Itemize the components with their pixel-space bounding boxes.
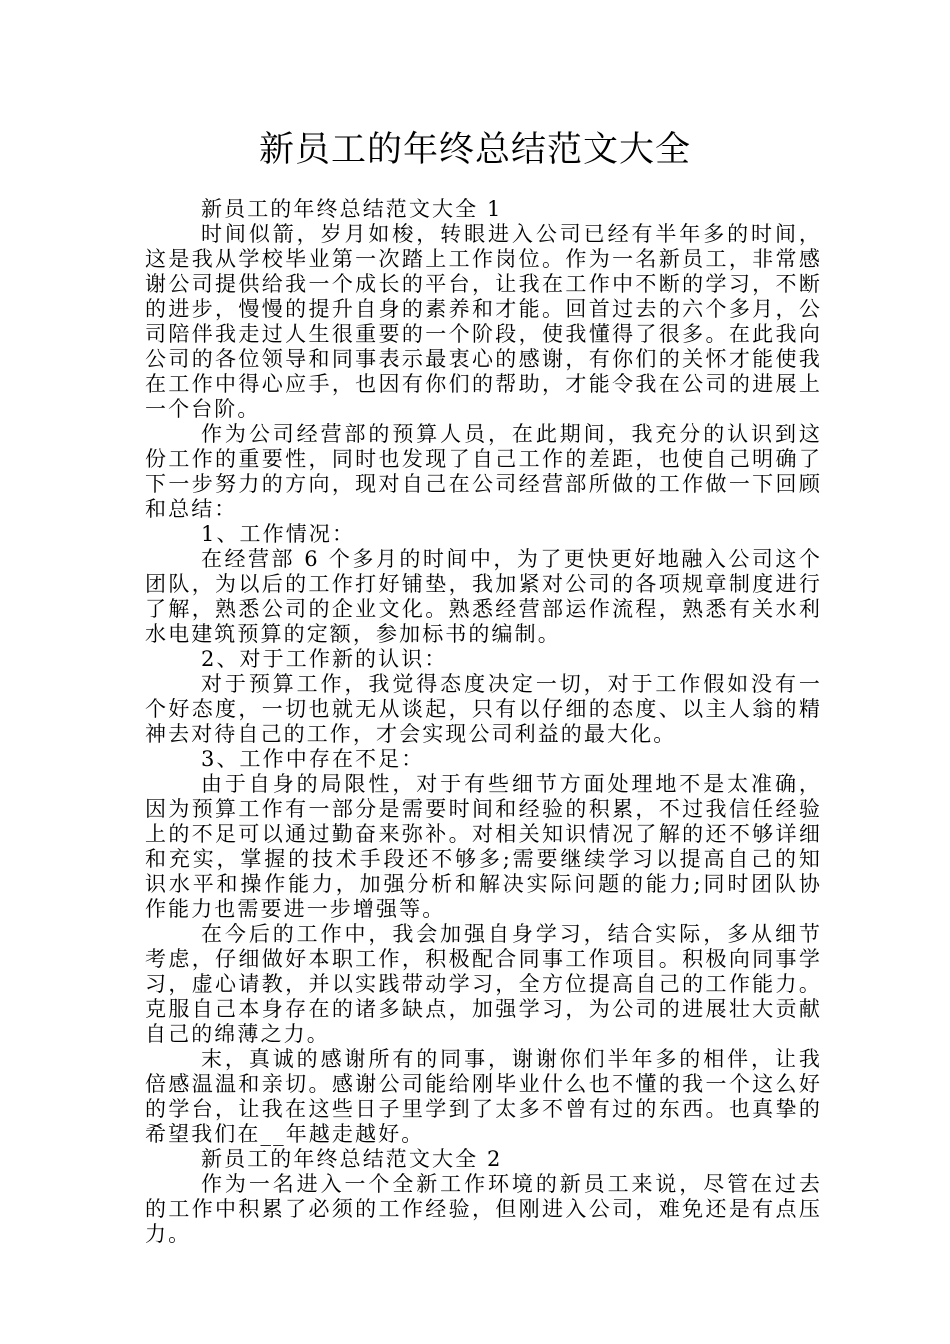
paragraph-thanks: 末，真诚的感谢所有的同事，谢谢你们半年多的相伴，让我倍感温温和亲切。感谢公司能给刚毕业什么也不懂的我一个这么好的学台，让我在这些日子里学到了太多不曾有过的东西。也真挚的希望我们在__年越走越好。 xyxy=(145,1047,822,1146)
subheading-shortcomings: 3、工作中存在不足： xyxy=(201,747,425,771)
paragraph-intro: 时间似箭，岁月如梭，转眼进入公司已经有半年多的时间，这是我从学校毕业第一次踏上工作岗位。作为一名新员工，非常感谢公司提供给我一个成长的平台，让我在工作中不断的学习，不断的进步，慢慢的提升自身的素养和才能。回首过去的六个多月，公司陪伴我走过人生很重要的一个阶段，使我懂得了很多。在此我向公司的各位领导和同事表示最衷心的感谢，有你们的关怀才能使我在工作中得心应手，也因有你们的帮助，才能令我在公司的进展上一个台阶。 xyxy=(145,222,822,421)
section-heading-1: 新员工的年终总结范文大全 1 xyxy=(201,197,503,221)
paragraph-shortcomings: 由于自身的局限性，对于有些细节方面处理地不是太准确，因为预算工作有一部分是需要时间和经验的积累，不过我信任经验上的不足可以通过勤奋来弥补。对相关知识情况了解的还不够详细和充实，掌握的技术手段还不够多;需要继续学习以提高自己的知识水平和操作能力，加强分析和解决实际问题的能力;同时团队协作能力也需要进一步增强等。 xyxy=(145,772,822,921)
section-heading-2: 新员工的年终总结范文大全 2 xyxy=(201,1147,503,1171)
paragraph-new-understanding: 对于预算工作，我觉得态度决定一切，对于工作假如没有一个好态度，一切也就无从谈起，只有以仔细的态度、以主人翁的精神去对待自己的工作，才会实现公司利益的最大化。 xyxy=(145,672,822,746)
document-title: 新员工的年终总结范文大全 xyxy=(258,130,691,170)
paragraph-section-2-intro: 作为一名进入一个全新工作环境的新员工来说，尽管在过去的工作中积累了必须的工作经验，但刚进入公司，难免还是有点压力。 xyxy=(145,1172,822,1246)
paragraph-role: 作为公司经营部的预算人员，在此期间，我充分的认识到这份工作的重要性，同时也发现了自己工作的差距，也使自己明确了下一步努力的方向，现对自己在公司经营部所做的工作做一下回顾和总结： xyxy=(145,422,822,521)
subheading-new-understanding: 2、对于工作新的认识： xyxy=(201,647,448,671)
document-body xyxy=(145,197,822,1247)
paragraph-future-work: 在今后的工作中，我会加强自身学习，结合实际，多从细节考虑，仔细做好本职工作，积极配合同事工作项目。积极向同事学习，虚心请教，并以实践带动学习，全方位提高自己的工作能力。克服自己本身存在的诸多缺点，加强学习，为公司的进展壮大贡献自己的绵薄之力。 xyxy=(145,922,822,1046)
paragraph-work-situation: 在经营部 6 个多月的时间中，为了更快更好地融入公司这个团队，为以后的工作打好铺垫，我加紧对公司的各项规章制度进行了解，熟悉公司的企业文化。熟悉经营部运作流程，熟悉有关水利水电建筑预算的定额，参加标书的编制。 xyxy=(145,547,822,646)
subheading-work-situation: 1、工作情况： xyxy=(201,522,356,546)
